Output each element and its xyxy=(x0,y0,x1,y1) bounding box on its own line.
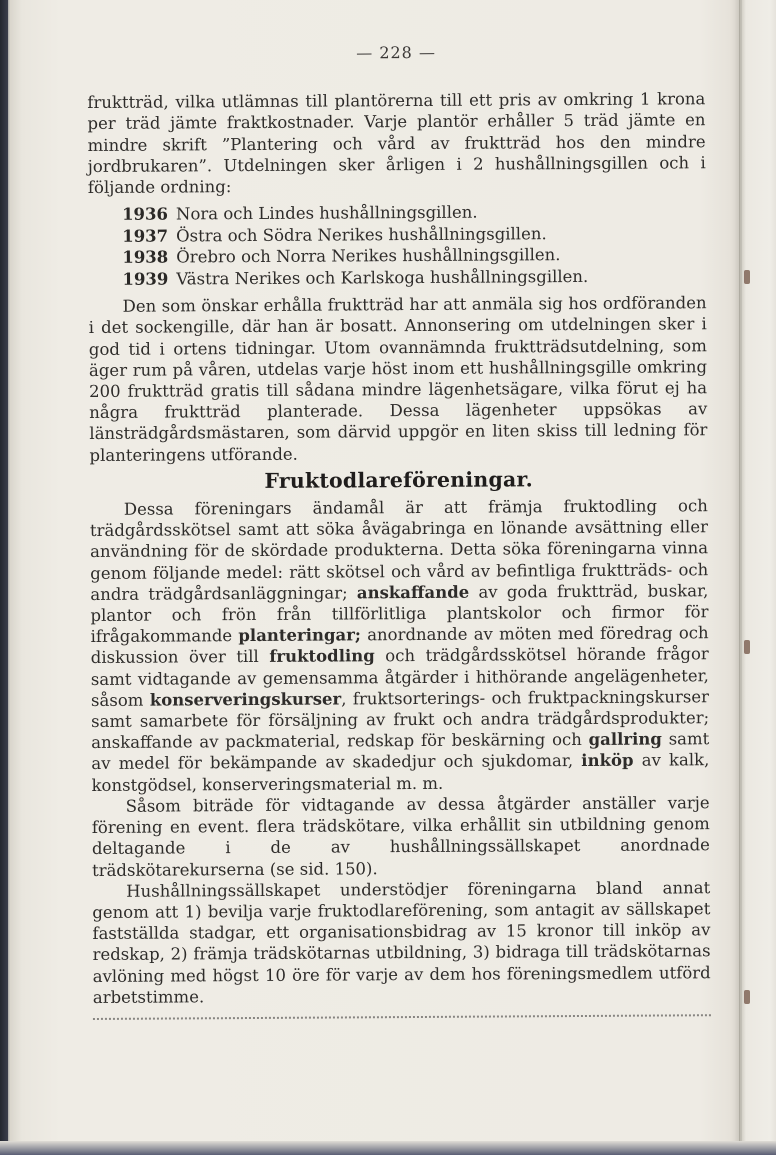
page-number: — 228 — xyxy=(356,42,436,63)
book-spine xyxy=(0,0,8,1155)
page-edge-mark xyxy=(744,640,750,654)
purpose-paragraph xyxy=(90,495,710,796)
page-text-block xyxy=(87,40,711,1020)
purpose-text: , fruktsorterings- och fruktpackningskurser samt samarbete för försäljning av frukt och andra trädgårdsprodukter; anskaffande av packmaterial, redskap för beskärning och xyxy=(91,687,710,753)
purpose-text: och trädgårdsskötsel hörande frågor samt vidtagande av gemensamma åtgärder i hithörande angelägenheter, såsom xyxy=(90,644,709,710)
page-gutter-shadow xyxy=(734,0,742,1155)
purpose-text: av goda fruktträd, buskar, plantor och frön från tillförlitliga plantskolor och firmor för ifrågakommande xyxy=(90,581,709,647)
schedule-year: 1939 xyxy=(122,269,169,289)
purpose-bold-term: gallring xyxy=(588,729,662,750)
page-edge-mark xyxy=(744,990,750,1004)
support-paragraph: Hushållningssällskapet understödjer föreningarna bland annat genom att 1) bevilja varje fruktodlareförening, som antagit av sällskapet fastställda stadgar, ett organisationsbidrag av 15 kronor till inköp av redskap, 2) främja trädskötarnas utbildning, 3) bidraga till trädskötarnas avlöning med högst 10 öre för varje av dem hos föreningsmedlem utförd arbetstimme. xyxy=(92,877,711,1007)
page-edge-mark xyxy=(744,270,750,284)
assistant-paragraph: Såsom biträde för vidtagande av dessa åtgärder anställer varje förening en event. flera trädskötare, vilka erhållit sin utbildning genom deltagande i de av hushållningssällskapet anordnade trädskötarekurserna (se sid. 150). xyxy=(91,793,710,880)
schedule-row xyxy=(122,265,706,290)
adjacent-page-edge xyxy=(739,0,776,1155)
purpose-bold-term: konserveringskurser xyxy=(149,689,342,710)
intro-paragraph: fruktträd, vilka utlämnas till plantörerna till ett pris av omkring 1 krona per träd jämte fraktkostnader. Varje plantör erhåller 5 träd jämte en mindre skrift ”Plantering och vård av fruktträd hos den mindre jordbrukaren”. Utdelningen sker årligen i 2 hushållningsgillen och i följande ordning: xyxy=(87,89,706,198)
bottom-divider xyxy=(93,1014,711,1020)
schedule-text: Västra Nerikes och Karlskoga hushållningsgillen. xyxy=(176,266,589,289)
application-paragraph: Den som önskar erhålla fruktträd har att anmäla sig hos ordföranden i det sockengille, där han är bosatt. Annonsering om utdelningen sker i god tid i ortens tidningar. Utom ovannämnda fruktträdsutdelning, som äger rum på våren, utdelas varje höst inom ett hushållningsgille omkring 200 fruktträd gratis till sådana mindre lägenhetsägare, vilka förut ej ha några fruktträd planterade. Dessa lägenheter uppsökas av länsträdgårdsmästaren, som därvid uppgör en liten skiss till ledning för planteringens utförande. xyxy=(88,293,708,465)
schedule-year: 1936 xyxy=(121,204,169,225)
purpose-text: Dessa föreningars ändamål är att främja fruktodling och trädgårdsskötsel samt att söka åvägabringa en lönande avsättning eller användning för de skördade produkterna. Detta söka föreningarna vinna genom följande medel: rätt skötsel och vård av befintliga fruktträds- och andra trädgårdsanläggningar; xyxy=(89,496,709,604)
section-heading: Fruktodlareföreningar. xyxy=(264,467,533,493)
purpose-bold-term: planteringar; xyxy=(238,625,362,646)
purpose-bold-term: inköp xyxy=(581,751,634,771)
schedule-year: 1937 xyxy=(122,226,169,246)
distribution-schedule xyxy=(122,200,707,290)
schedule-year: 1938 xyxy=(122,247,169,268)
page-bottom-edge xyxy=(0,1141,776,1155)
purpose-text: av kalk, konstgödsel, konserveringsmaterial m. m. xyxy=(91,750,710,795)
purpose-bold-term: fruktodling xyxy=(269,646,375,667)
purpose-text: anordnande av möten med föredrag och diskussion över till xyxy=(90,623,709,668)
schedule-text: Nora och Lindes hushållningsgillen. xyxy=(175,202,478,224)
purpose-bold-term: anskaffande xyxy=(356,582,470,603)
purpose-text: samt av medel för bekämpande av skadedjur och sjukdomar, xyxy=(91,729,710,774)
schedule-text: Örebro och Norra Nerikes hushållningsgillen. xyxy=(176,245,561,267)
schedule-text: Östra och Södra Nerikes hushållningsgillen. xyxy=(176,223,547,246)
